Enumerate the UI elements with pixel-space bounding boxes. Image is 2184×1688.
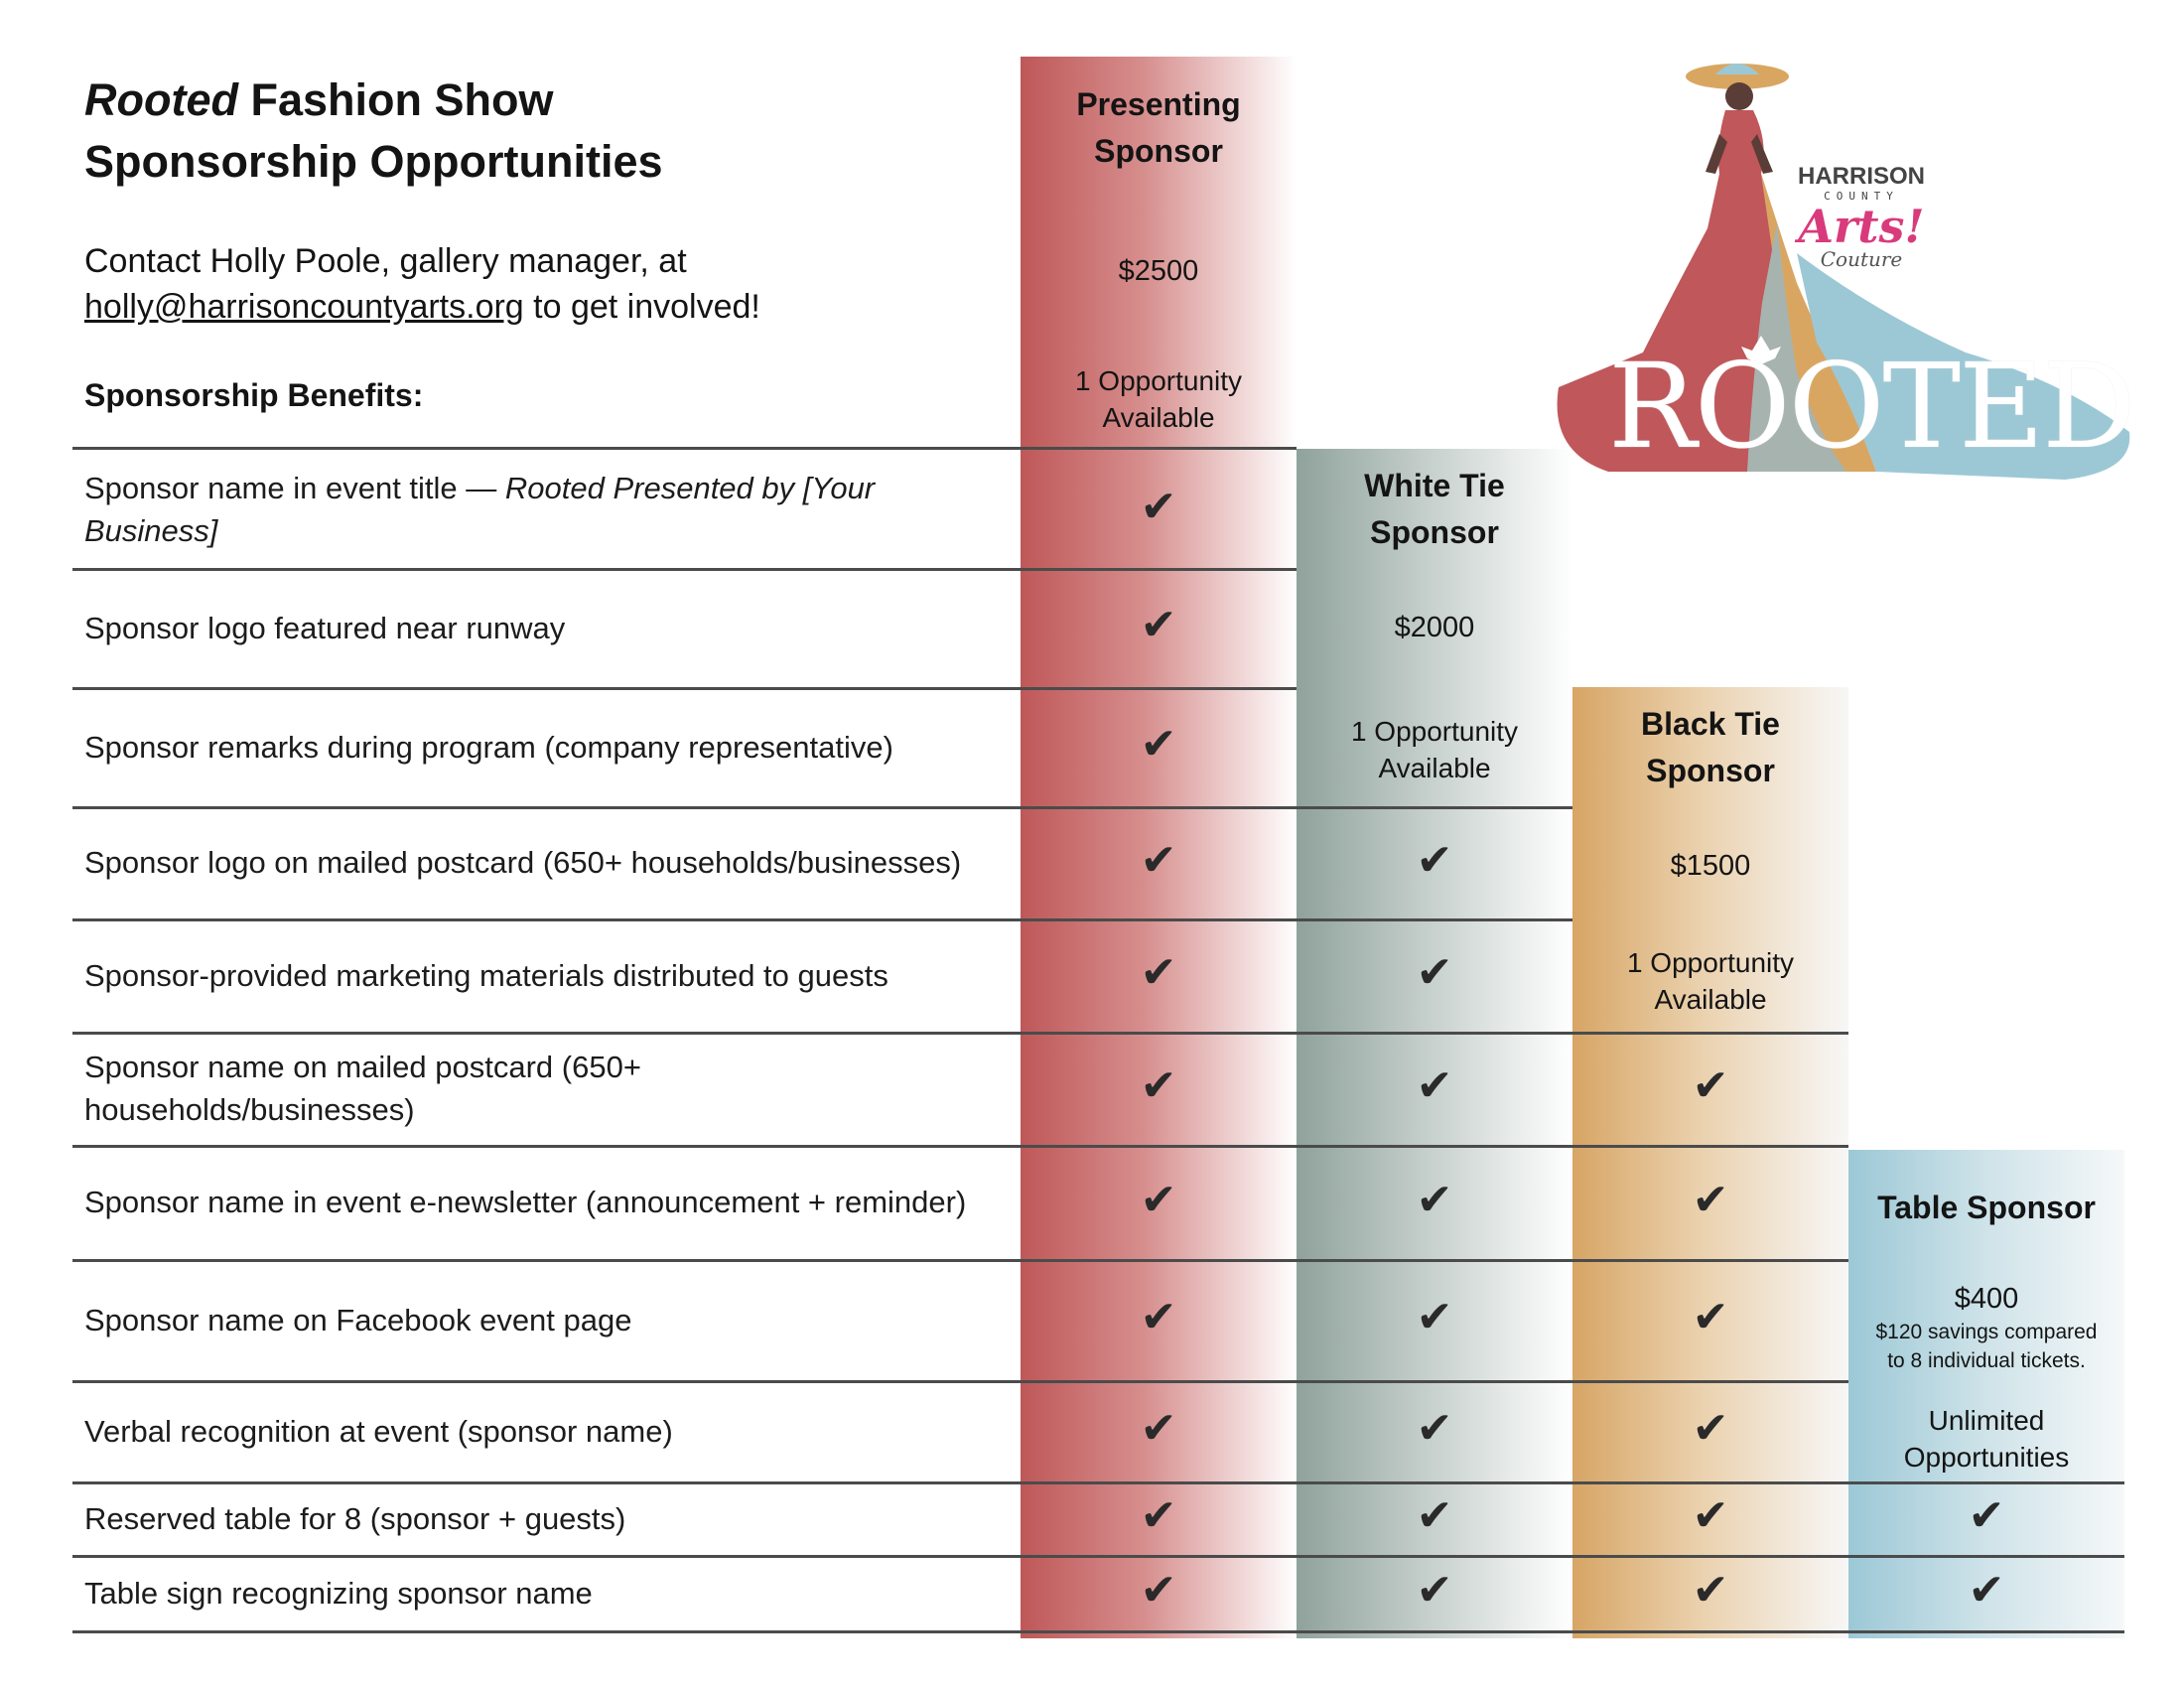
avail-line1: 1 Opportunity bbox=[1074, 365, 1243, 396]
row-divider bbox=[72, 918, 1572, 921]
check-icon: ✔ bbox=[1140, 720, 1177, 769]
white-tie-price: $2000 bbox=[1394, 612, 1475, 643]
row-divider bbox=[72, 806, 1572, 809]
row-divider bbox=[72, 1481, 2124, 1484]
table-top-divider bbox=[72, 447, 1297, 450]
tier-name-line2: Sponsor bbox=[1646, 753, 1775, 788]
check-icon: ✔ bbox=[1140, 1175, 1177, 1224]
contact-tail: to get involved! bbox=[523, 288, 760, 326]
benefits-heading: Sponsorship Benefits: bbox=[84, 377, 424, 413]
row-divider bbox=[72, 687, 1297, 690]
contact-text bbox=[84, 238, 978, 330]
check-icon: ✔ bbox=[1416, 835, 1453, 885]
check-icon: ✔ bbox=[1416, 1175, 1453, 1224]
note-line2: to 8 individual tickets. bbox=[1887, 1349, 2086, 1372]
table-savings-note bbox=[1848, 1318, 2124, 1375]
check-icon: ✔ bbox=[1692, 1175, 1729, 1224]
row-label-text: Sponsor logo featured near runway bbox=[84, 610, 566, 645]
avail-line1: 1 Opportunity bbox=[1350, 716, 1519, 747]
row-label bbox=[84, 841, 978, 884]
row-divider bbox=[72, 1380, 1848, 1383]
check-icon: ✔ bbox=[1416, 1404, 1453, 1453]
table-tier-name: Table Sponsor bbox=[1877, 1190, 2096, 1225]
rooted-wordmark: ROOTED bbox=[1608, 338, 2134, 475]
title-italic: Rooted bbox=[84, 74, 238, 125]
row-divider bbox=[72, 1630, 2124, 1633]
row-divider bbox=[72, 568, 1297, 571]
check-icon: ✔ bbox=[1968, 1491, 2005, 1540]
row-label bbox=[84, 1497, 978, 1540]
row-label bbox=[84, 607, 978, 649]
check-icon: ✔ bbox=[1692, 1566, 1729, 1615]
row-divider bbox=[72, 1555, 2124, 1558]
avail-line2: Available bbox=[1378, 753, 1491, 783]
row-label-text: Sponsor logo on mailed postcard (650+ households/businesses) bbox=[84, 845, 962, 880]
row-label-text: Reserved table for 8 (sponsor + guests) bbox=[84, 1500, 626, 1536]
row-label bbox=[84, 1181, 978, 1223]
avail-line1: Unlimited bbox=[1928, 1405, 2045, 1436]
presenting-tier-name bbox=[1021, 81, 1297, 175]
title-rest: Fashion Show bbox=[237, 74, 554, 125]
contact-line1: Contact Holly Poole, gallery manager, at bbox=[84, 242, 687, 280]
row-label-text: Sponsor name on Facebook event page bbox=[84, 1302, 632, 1337]
tier-name-line1: Presenting bbox=[1076, 86, 1241, 122]
row-label bbox=[84, 467, 978, 552]
brand-mid: COUNTY bbox=[1824, 190, 1899, 203]
avail-line2: Available bbox=[1102, 402, 1215, 433]
row-label-text: Sponsor name in event title — bbox=[84, 470, 505, 505]
check-icon: ✔ bbox=[1692, 1293, 1729, 1341]
row-label bbox=[84, 1046, 978, 1131]
check-icon: ✔ bbox=[1140, 1293, 1177, 1341]
check-icon: ✔ bbox=[1140, 1061, 1177, 1110]
tier-name-line1: White Tie bbox=[1364, 468, 1505, 503]
check-icon: ✔ bbox=[1140, 948, 1177, 997]
check-icon: ✔ bbox=[1140, 1404, 1177, 1453]
check-icon: ✔ bbox=[1692, 1404, 1729, 1453]
presenting-price: $2500 bbox=[1118, 255, 1199, 287]
check-icon: ✔ bbox=[1416, 1491, 1453, 1540]
row-divider bbox=[72, 1259, 1848, 1262]
tier-name-line2: Sponsor bbox=[1094, 133, 1223, 169]
avail-line2: Opportunities bbox=[1903, 1442, 2070, 1473]
check-icon: ✔ bbox=[1140, 482, 1177, 531]
row-label-text: Table sign recognizing sponsor name bbox=[84, 1575, 593, 1611]
row-label-italic: Rooted Presented by [Your Business] bbox=[84, 470, 876, 548]
email-link[interactable]: holly@harrisoncountyarts.org bbox=[84, 288, 524, 326]
black-tie-tier-name bbox=[1572, 701, 1848, 794]
brand-couture: Couture bbox=[1820, 247, 1903, 271]
avail-line1: 1 Opportunity bbox=[1626, 947, 1795, 978]
row-label-text: Sponsor-provided marketing materials distributed to guests bbox=[84, 957, 888, 993]
presenting-availability bbox=[1021, 362, 1297, 436]
check-icon: ✔ bbox=[1416, 1061, 1453, 1110]
avail-line2: Available bbox=[1654, 984, 1767, 1015]
table-price: $400 bbox=[1954, 1283, 2019, 1315]
brand-arts: Arts! bbox=[1798, 200, 1925, 253]
row-label-text: Sponsor name on mailed postcard (650+ households/businesses) bbox=[84, 1050, 641, 1127]
harrison-county-arts-logo bbox=[1797, 164, 1926, 269]
row-label bbox=[84, 954, 978, 997]
row-divider bbox=[72, 1032, 1848, 1035]
table-availability bbox=[1848, 1402, 2124, 1476]
row-label-text: Verbal recognition at event (sponsor name) bbox=[84, 1413, 673, 1449]
row-label-text: Sponsor remarks during program (company representative) bbox=[84, 729, 893, 765]
row-label-text: Sponsor name in event e-newsletter (announcement + reminder) bbox=[84, 1185, 967, 1219]
brand-top: HARRISON bbox=[1797, 163, 1925, 190]
check-icon: ✔ bbox=[1416, 948, 1453, 997]
black-tie-availability bbox=[1572, 944, 1848, 1018]
tier-name-line2: Sponsor bbox=[1370, 514, 1499, 550]
row-label bbox=[84, 726, 978, 769]
check-icon: ✔ bbox=[1416, 1566, 1453, 1615]
check-icon: ✔ bbox=[1968, 1566, 2005, 1615]
note-line1: $120 savings compared bbox=[1875, 1321, 2098, 1343]
check-icon: ✔ bbox=[1140, 1566, 1177, 1615]
tier-name-line1: Black Tie bbox=[1641, 706, 1780, 742]
black-tie-price: $1500 bbox=[1670, 850, 1751, 882]
check-icon: ✔ bbox=[1692, 1491, 1729, 1540]
check-icon: ✔ bbox=[1140, 1491, 1177, 1540]
page-title bbox=[84, 70, 663, 193]
row-label bbox=[84, 1410, 978, 1453]
white-tie-tier-name bbox=[1297, 463, 1572, 556]
row-label bbox=[84, 1299, 978, 1341]
row-label bbox=[84, 1572, 978, 1615]
title-line2: Sponsorship Opportunities bbox=[84, 136, 663, 187]
check-icon: ✔ bbox=[1140, 601, 1177, 649]
row-divider bbox=[72, 1145, 1848, 1148]
check-icon: ✔ bbox=[1140, 835, 1177, 885]
white-tie-availability bbox=[1297, 713, 1572, 786]
check-icon: ✔ bbox=[1416, 1293, 1453, 1341]
check-icon: ✔ bbox=[1692, 1061, 1729, 1110]
